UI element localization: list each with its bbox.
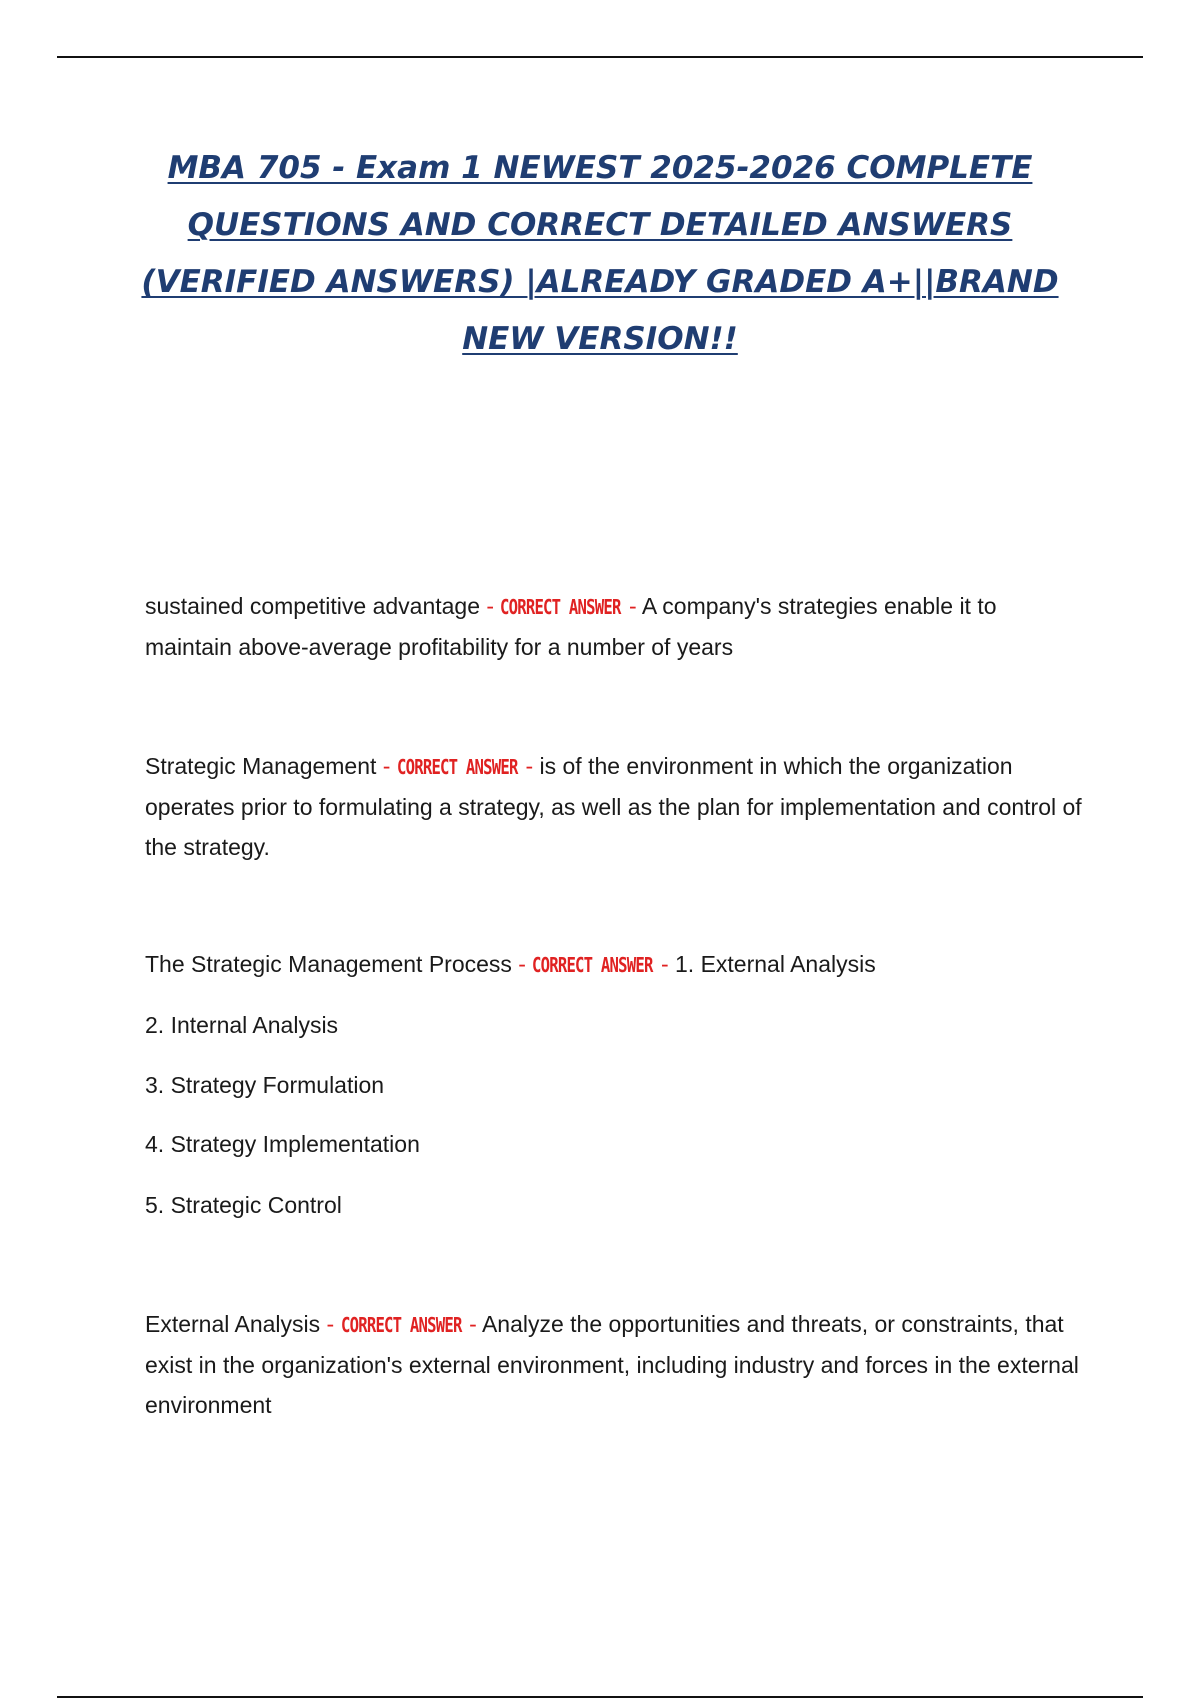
list-item: 5. Strategic Control <box>145 1192 342 1218</box>
qa-entry-2: Strategic Management - CORRECT ANSWER - is of the environment in which the organization operates prior to formulating a strategy, as well as the plan for implementation and control of the strategy. <box>145 746 1085 867</box>
top-rule <box>57 56 1143 58</box>
answer-1: A company's strategies enable it to maintain above-average profitability for a number of years <box>145 593 997 660</box>
list-item: 4. Strategy Implementation <box>145 1131 420 1157</box>
term-4: External Analysis <box>145 1311 321 1337</box>
qa-entry-1: sustained competitive advantage - CORRECT ANSWER - A company's strategies enable it to maintain above-average profitability for a number of years <box>145 586 1085 667</box>
answer-3: 1. External Analysis <box>675 951 876 977</box>
term-2: Strategic Management <box>145 753 377 779</box>
list-item: 3. Strategy Formulation <box>145 1072 385 1098</box>
correct-answer-label-1: CORRECT ANSWER <box>500 595 622 619</box>
correct-answer-label-4: CORRECT ANSWER <box>340 1313 462 1337</box>
term-1: sustained competitive advantage <box>145 593 480 619</box>
qa-entry-3: The Strategic Management Process - CORRECT ANSWER - 1. External Analysis <box>145 944 1085 985</box>
term-3: The Strategic Management Process <box>145 951 512 977</box>
qa-entry-4: External Analysis - CORRECT ANSWER - Analyze the opportunities and threats, or constraints, that exist in the organization's external environment, including industry and forces in the external environment <box>145 1304 1085 1425</box>
correct-answer-label-2: CORRECT ANSWER <box>396 755 518 779</box>
bottom-rule <box>57 1696 1143 1698</box>
list-item: 2. Internal Analysis <box>145 1012 339 1038</box>
answer-2: is of the environment in which the organization operates prior to formulating a strategy, as well as the plan for implementation and control of the strategy. <box>145 753 1082 860</box>
correct-answer-label-3: CORRECT ANSWER <box>532 953 653 977</box>
document-title: MBA 705 - Exam 1 NEWEST 2025-2026 COMPLETE QUESTIONS AND CORRECT DETAILED ANSWERS (VERIFIED ANSWERS) |ALREADY GRADED A+||BRAND NEW VERSION!! <box>141 150 1059 357</box>
answer-4: Analyze the opportunities and threats, or constraints, that exist in the organization's external environment, including industry and forces in the external environment <box>145 1311 1079 1418</box>
